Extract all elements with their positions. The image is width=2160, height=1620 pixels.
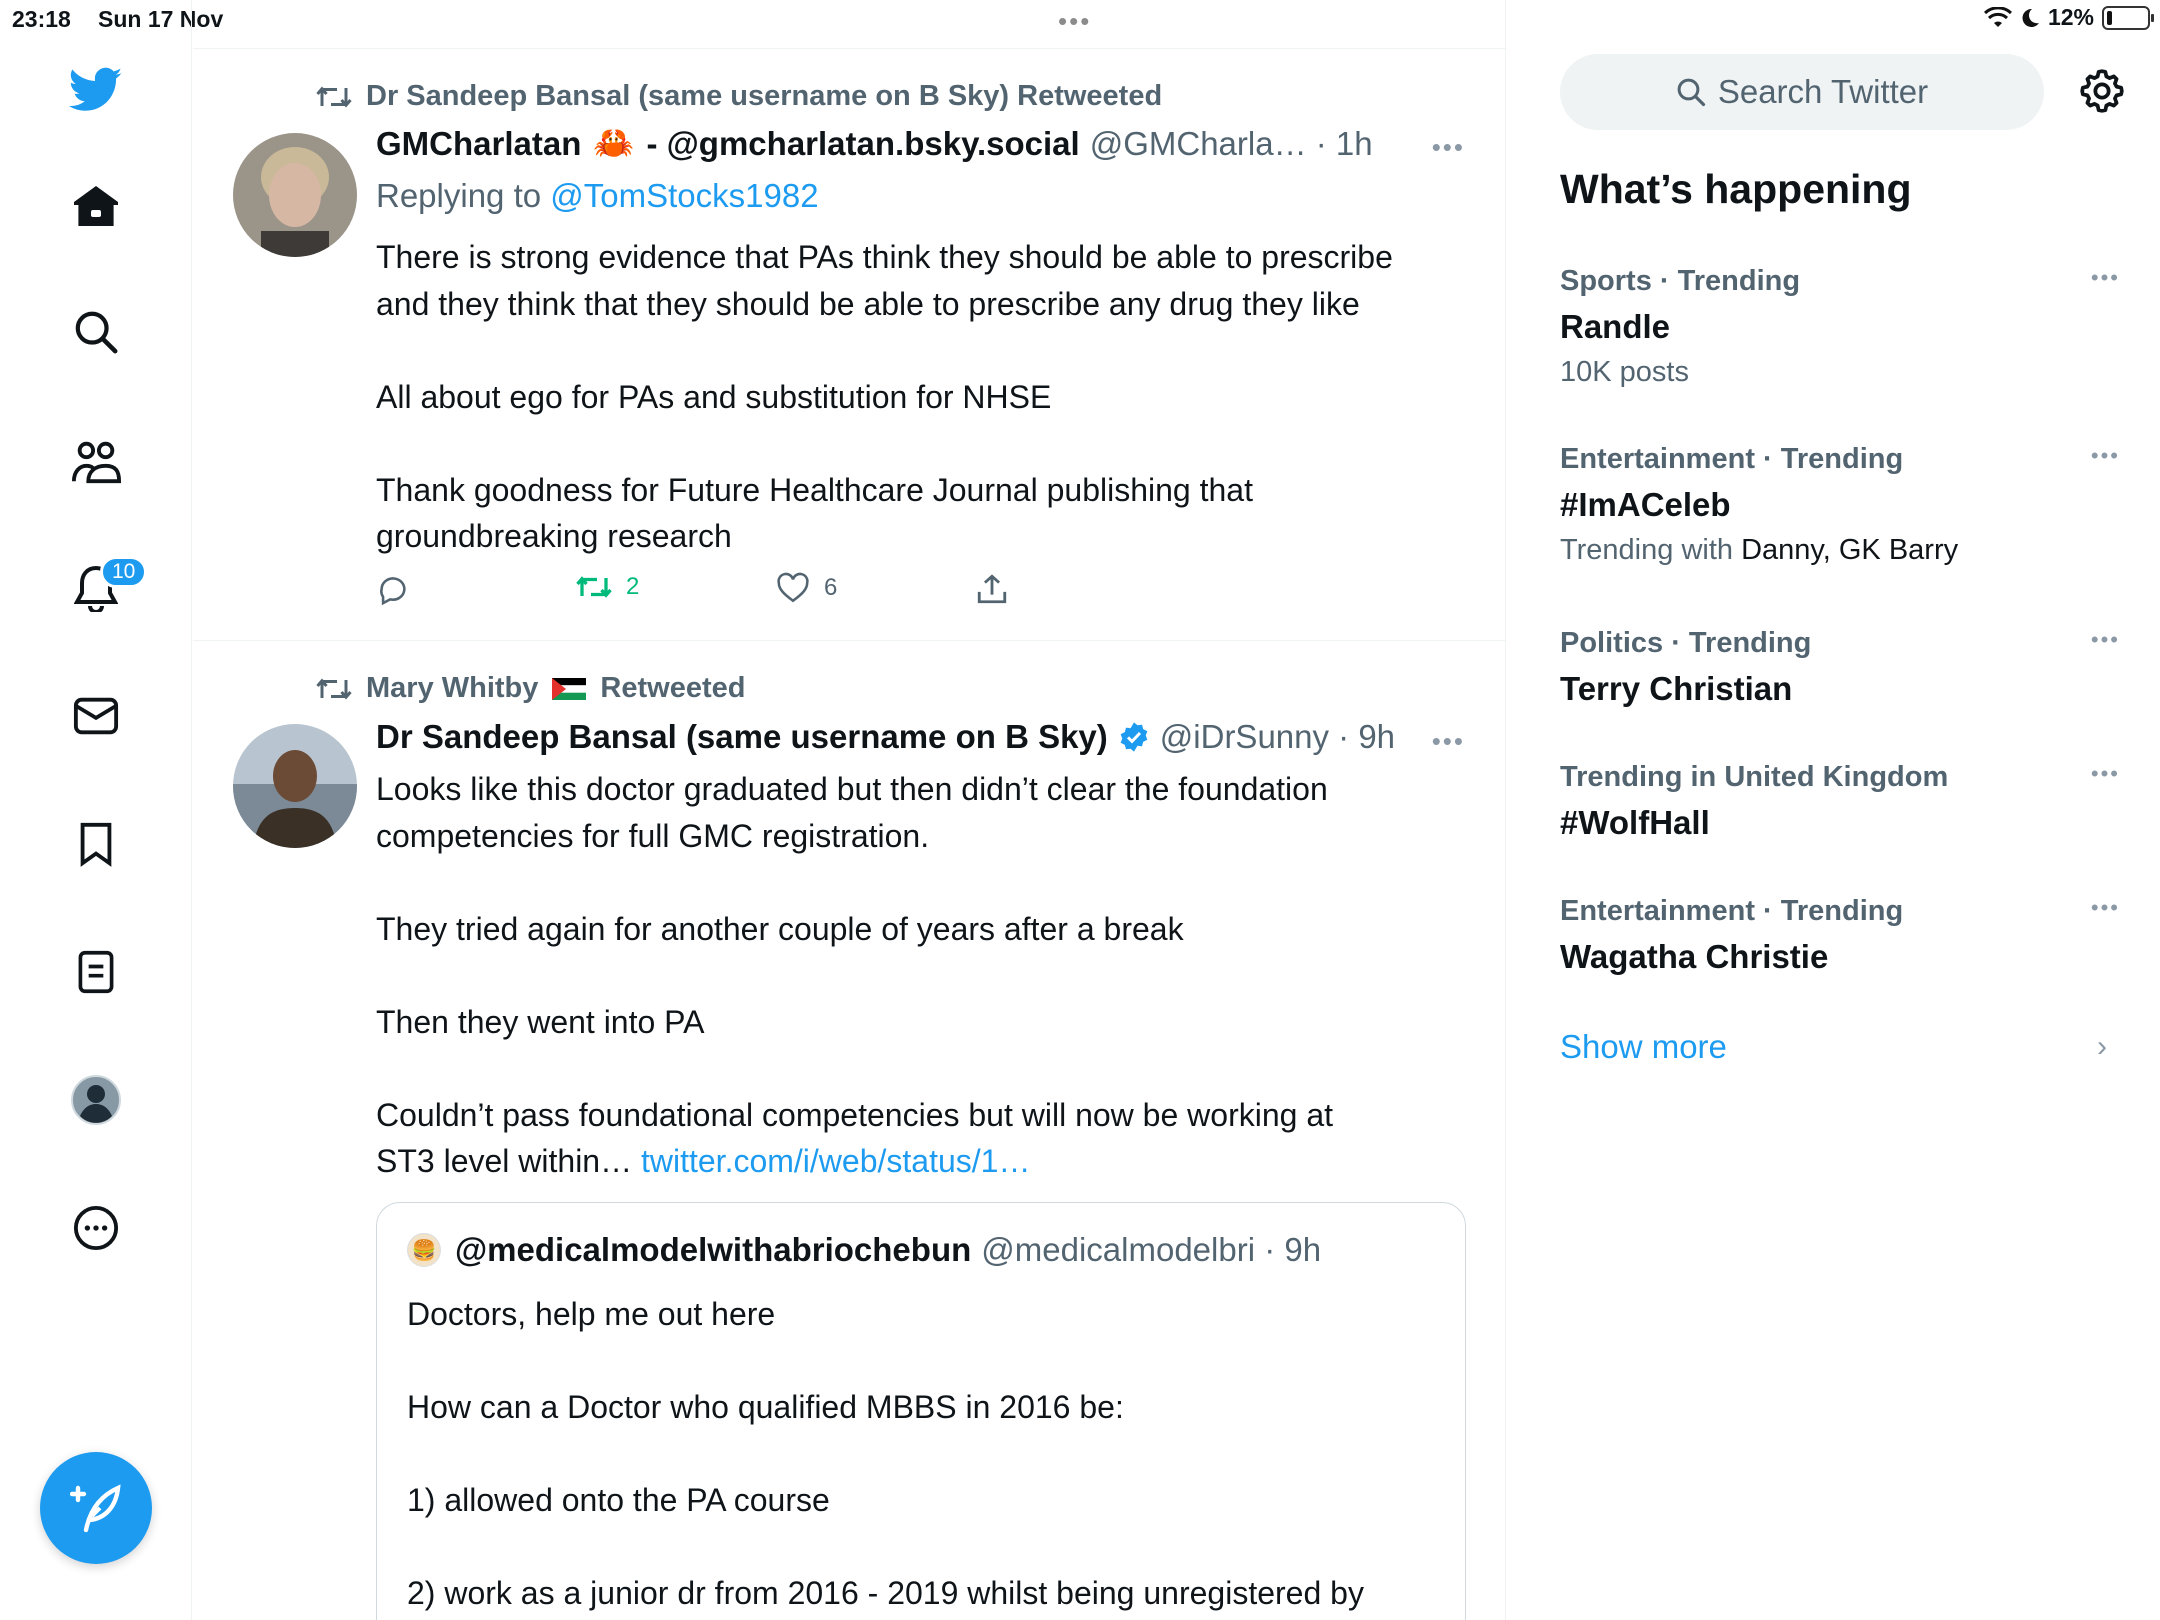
like-button[interactable] xyxy=(776,572,837,604)
retweeted-label: Retweeted xyxy=(600,672,746,704)
trend-more-icon[interactable]: ••• xyxy=(2090,895,2120,920)
quoted-author-name: @medicalmodelwithabriochebun xyxy=(455,1231,972,1268)
palestine-flag-icon xyxy=(552,678,586,700)
tweet-header xyxy=(376,718,1395,756)
trend-name: #ImACeleb xyxy=(1560,486,1731,523)
retweeted-by-name[interactable]: Mary Whitby xyxy=(366,672,539,704)
author-name[interactable]: GMCharlatan xyxy=(376,124,582,162)
trend-more-icon[interactable]: ••• xyxy=(2090,443,2120,468)
trend-meta: 10K posts xyxy=(1560,356,1689,388)
timeline xyxy=(193,0,1506,1620)
trend-context: Sports · Trending xyxy=(1560,265,1801,297)
profile-icon[interactable] xyxy=(66,1070,126,1130)
trend-more-icon[interactable]: ••• xyxy=(2090,761,2120,786)
quoted-tweet-text: Doctors, help me out here How can a Doctor who qualified MBBS in 2016 be: 1) allowed onto the PA course 2) work as a junior dr from 2016 - 2019 whilst being unregistered by xyxy=(407,1296,1364,1611)
replying-to-link[interactable]: @TomStocks1982 xyxy=(550,177,819,214)
compose-feather-icon xyxy=(70,1482,122,1534)
more-options-icon[interactable] xyxy=(66,1198,126,1258)
trend-item[interactable] xyxy=(1560,627,2120,708)
search-icon[interactable] xyxy=(66,302,126,362)
notifications-badge: 10 xyxy=(100,556,147,588)
trend-name: Randle xyxy=(1560,308,1671,345)
quoted-tweet-header xyxy=(407,1231,1321,1269)
compose-tweet-button[interactable] xyxy=(40,1452,152,1564)
status-time: 23:18 xyxy=(12,6,71,32)
tweet-text xyxy=(376,766,1466,1185)
trend-name: #WolfHall xyxy=(1560,804,1710,841)
trend-item[interactable] xyxy=(1560,443,2120,567)
messages-icon[interactable] xyxy=(66,686,126,746)
author-handle-time[interactable]: @GMCharla… · 1h xyxy=(1089,124,1373,162)
trend-item[interactable] xyxy=(1560,895,2120,976)
reply-icon xyxy=(376,572,410,606)
trend-context: Entertainment · Trending xyxy=(1560,443,1904,475)
trend-context: Politics · Trending xyxy=(1560,627,1812,659)
trend-context: Entertainment · Trending xyxy=(1560,895,1904,927)
tweet-header xyxy=(376,124,1373,163)
author-avatar[interactable] xyxy=(233,724,357,848)
chevron-right-icon[interactable]: › xyxy=(2097,1030,2107,1063)
tweet-more-icon[interactable]: ••• xyxy=(1431,726,1465,756)
twitter-logo-icon[interactable] xyxy=(66,60,126,120)
trend-item[interactable] xyxy=(1560,265,2120,389)
verified-badge-icon xyxy=(1118,721,1150,753)
trend-name: Wagatha Christie xyxy=(1560,938,1829,975)
share-icon xyxy=(976,572,1008,606)
share-button[interactable] xyxy=(976,572,1008,606)
retweet-icon xyxy=(316,82,352,112)
retweet-count: 2 xyxy=(626,573,640,600)
trend-meta-label: Trending with xyxy=(1560,534,1734,566)
heart-icon xyxy=(776,572,810,604)
trend-meta-value: Danny, GK Barry xyxy=(1741,534,1959,566)
tweet-actions xyxy=(376,572,1276,612)
trend-more-icon[interactable]: ••• xyxy=(2090,627,2120,652)
status-date: Sun 17 Nov xyxy=(98,6,224,32)
retweet-context xyxy=(316,80,1162,113)
author-avatar[interactable] xyxy=(233,133,357,257)
show-more-link[interactable]: Show more xyxy=(1560,1028,1727,1065)
retweet-button[interactable] xyxy=(576,572,639,602)
search-input[interactable] xyxy=(1560,54,2044,130)
retweet-context xyxy=(316,672,745,705)
author-name[interactable]: Dr Sandeep Bansal (same username on B Sky) xyxy=(376,718,1108,755)
quoted-tweet[interactable] xyxy=(376,1202,1466,1620)
whats-happening-title: What’s happening xyxy=(1560,166,1912,212)
trend-item[interactable] xyxy=(1560,761,2120,842)
quoted-author-handle-time: @medicalmodelbri · 9h xyxy=(981,1231,1322,1268)
like-count: 6 xyxy=(824,574,838,601)
battery-percent: 12% xyxy=(2047,4,2094,30)
bookmarks-icon[interactable] xyxy=(66,814,126,874)
trend-more-icon[interactable]: ••• xyxy=(2090,265,2120,290)
quoted-author-avatar: 🍔 xyxy=(407,1233,441,1267)
communities-icon[interactable] xyxy=(66,432,126,492)
retweet-action-icon xyxy=(576,572,612,602)
search-placeholder: Search Twitter xyxy=(1717,73,1929,110)
tweet-divider xyxy=(193,640,1506,641)
reply-button[interactable] xyxy=(376,572,410,606)
timeline-top-divider xyxy=(193,48,1506,49)
tweet-truncated-link[interactable]: twitter.com/i/web/status/1… xyxy=(640,1143,1031,1179)
settings-gear-icon[interactable] xyxy=(2077,66,2127,116)
home-icon[interactable] xyxy=(66,176,126,236)
right-sidebar xyxy=(1507,0,2160,1620)
lists-icon[interactable] xyxy=(66,942,126,1002)
retweet-icon xyxy=(316,674,352,704)
trend-context: Trending in United Kingdom xyxy=(1560,761,1949,793)
replying-to xyxy=(376,177,819,215)
crab-emoji-icon: 🦀 xyxy=(593,124,635,161)
replying-label: Replying to xyxy=(376,177,542,214)
author-name-suffix[interactable]: - @gmcharlatan.bsky.social xyxy=(646,124,1080,162)
search-icon xyxy=(1676,77,1706,107)
trend-meta xyxy=(1560,534,2120,567)
trend-name: Terry Christian xyxy=(1560,670,1793,707)
retweeted-by-label[interactable]: Dr Sandeep Bansal (same username on B Sky) Retweeted xyxy=(366,80,1163,112)
left-navigation xyxy=(0,0,192,1620)
tweet-text-content: Looks like this doctor graduated but then didn’t clear the foundation competencies for full GMC registration. They tried again for another couple of years after a break Then they went into PA Couldn’t pass foundational competencies but will now be working at ST3 level within… xyxy=(376,771,1333,1179)
author-handle-time[interactable]: @iDrSunny · 9h xyxy=(1159,718,1396,755)
tweet-text: There is strong evidence that PAs think they should be able to prescribe and they think that they should be able to prescribe any drug they like All about ego for PAs and substitution for NHSE Thank goodness for Future Healthcare Journal publishing that groundbreaking research xyxy=(376,239,1393,554)
multitasking-dots-icon[interactable]: ••• xyxy=(1058,6,1092,36)
tweet-more-icon[interactable]: ••• xyxy=(1431,132,1465,162)
